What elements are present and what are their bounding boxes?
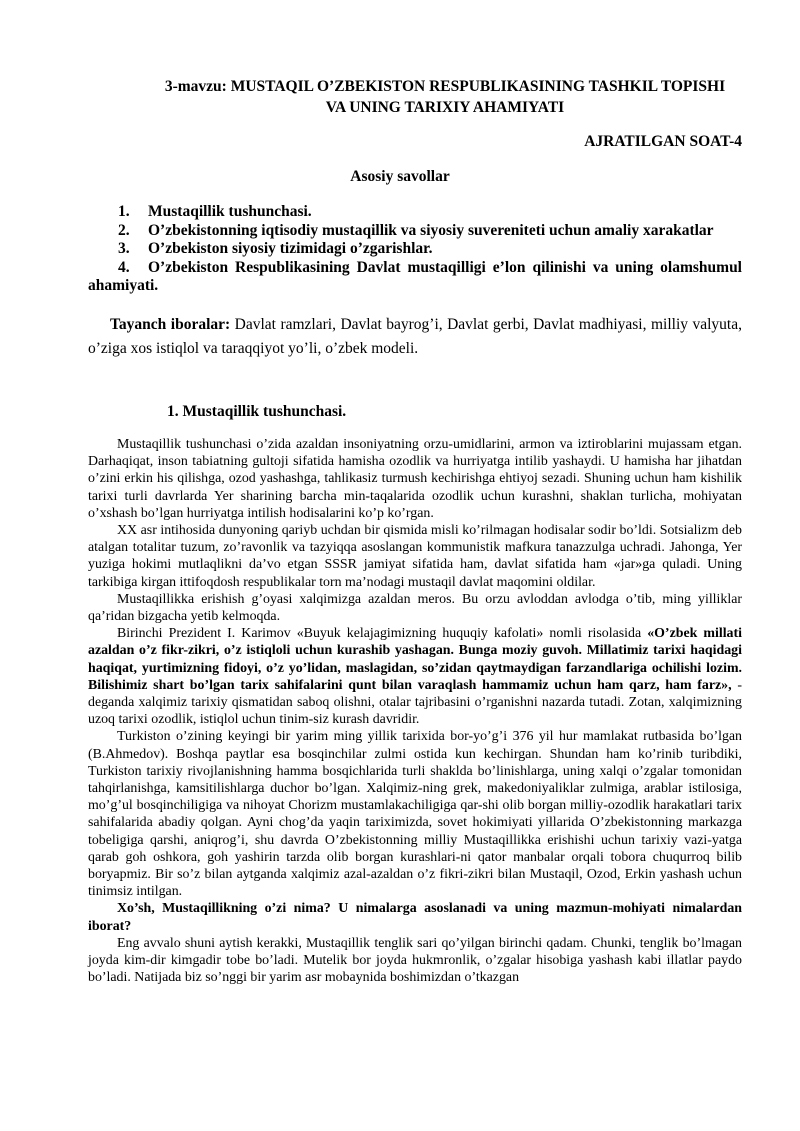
list-item-text: Mustaqillik tushunchasi. <box>148 203 312 220</box>
list-item <box>88 222 742 241</box>
keywords-text: Davlat ramzlari, Davlat bayrog’i, Davlat gerbi, Davlat madhiyasi, milliy valyuta, o’ziga xos istiqlol va taraqqiyot yo’li, o’zbek modeli. <box>88 316 742 357</box>
keywords-paragraph <box>88 313 742 361</box>
list-item-text: O’zbekistonning iqtisodiy mustaqillik va siyosiy suvereniteti uchun amaliy xarakatlar <box>148 221 714 239</box>
paragraph: Eng avvalo shuni aytish kerakki, Mustaqillik tenglik sari qo’yilgan birinchi qadam. Chunki, tenglik bo’lmagan joyda kim-dir kimgadir tobe bo’ladi. Mutelik bor joyda hukmronlik, o’zgalar hisobiga yashash kabi illatlar paydo bo’ladi. Natijada biz so’nggi bir yarim asr mobaynida boshimizdan o’tkazgan <box>88 935 742 986</box>
question-paragraph <box>88 900 742 934</box>
list-item <box>88 259 742 296</box>
allocated-hours: AJRATILGAN SOAT-4 <box>584 133 742 150</box>
questions-list <box>88 203 742 296</box>
paragraph <box>88 625 742 728</box>
title-line-1: 3-mavzu: MUSTAQIL O’ZBEKISTON RESPUBLIKASINING TASHKIL TOPISHI <box>164 78 726 95</box>
paragraph: Turkiston o’zining keyingi bir yarim ming yillik tarixida bor-yo’g’i 376 yil hur mamlakat rutbasida bo’lgan (B.Ahmedov). Boshqa paytlar esa bosqinchilar zulmi ostida kun kechirgan. Shundan ham ko’rinib turibdiki, Turkiston tarixiy rivojlanishning hamma bosqichlarida turli shaklda bo’linishlarga, uning xalqi o’zgalar tomonidan tahqirlanishga, kamsitilishlarga duchor bo’lgan. Xalqimiz-ning grek, makedoniyaliklar zulmiga, arablar istilosiga, mo’g’ul bosqinchiligiga va nihoyat Chorizm mustamlakachiligiga qar-shi olib borgan milliy-ozodlik harakatlari tarix sahifalarida abadiy qolgan. Ayni chog’da yaqin tariximizda, sovet hokimiyati yillarida O’zbekistonning markazga tobeligiga qarshi, aniqrog’i, shu davrda O’zbekistonning milliy Mustaqillikka erishishi uchun tarixiy vazi-yatga qarab goh oshkora, goh yashirin tarzda olib borgan kurashlari-ni qator manbalar orqali tobora chuqurroq bilib boryapmiz. Bir so’z bilan aytganda xalqimiz azal-azaldan o’z fikri-zikri bilan Mustaqil, Ozod, Erkin yashash uchun tinimsiz intilgan. <box>88 729 742 900</box>
list-item-text: O’zbekiston siyosiy tizimidagi o’zgarishlar. <box>148 240 433 257</box>
question-text: Xo’sh, Mustaqillikning o’zi nima? U nimalarga asoslanadi va uning mazmun-mohiyati nimalardan iborat? <box>88 901 742 934</box>
quote-text: «O’zbek millati azaldan o’z fikr-zikri, o’z istiqloli uchun kurashib yashagan. Bunga moziy guvoh. Millatimiz tarixi haqidagi haqiqat, yurtimizning fidoyi, o’z yo’lidan, maslagidan, so’zidan qaytmaydigan farzandlariga ochilishi lozim. Bilishimiz shart bo’lgan tarix sahifalarini qunt bilan varaqlash hammamiz uchun ham qarz, ham farz», <box>88 626 742 693</box>
list-item-number: 3. <box>118 240 130 257</box>
list-item-number: 4. <box>118 258 130 276</box>
keywords-label: Tayanch iboralar: <box>110 316 231 333</box>
paragraph-text: Birinchi Prezident I. Karimov «Buyuk kelajagimizning huquqiy kafolati» nomli risolasida <box>117 626 648 642</box>
document-title <box>100 76 790 118</box>
list-item <box>88 203 742 222</box>
paragraph: Mustaqillik tushunchasi o’zida azaldan insoniyatning orzu-umidlarini, armon va iztiroblarini mujassam etgan. Darhaqiqat, inson tabiatning gultoji sifatida hamisha ozodlik va hurriyatga intilib yashaydi. U hamisha har jihatdan o’zini erkin his qilishga, ozod yashashga, tahlikasiz turmush kechirishga ehtiyoj sezadi. Shuning uchun ham kishilik tarixi turli davrlarda Yer sharining barcha min-taqalarida ozodlik uchun kurashni, shaklan turlicha, mohiyatan o’xshash bo’lgan hurriyatga intilish hodisalarini ko’p ko’rgan. <box>88 437 742 521</box>
list-item-text: O’zbekiston Respublikasining Davlat mustaqilligi e’lon qilinishi va uning olamshumul ahamiyati. <box>88 258 742 294</box>
paragraph: XX asr intihosida dunyoning qariyb uchdan bir qismida misli ko’rilmagan hodisalar sodir bo’ldi. Sotsializm deb atalgan totalitar tuzum, zo’ravonlik va tazyiqqa asoslangan kommunistik mafkura tanazzulga uchradi. Jahonga, Yer yuziga hokimi mutlaqlikni da’vo etgan SSSR jamiyat sifatida ham, davlat sifatida ham «jar»ga quladi. Uning tarkibiga kirgan ittifoqdosh respublikalar torn ma’nodagi mustaqil davlat maqomini oldilar. <box>88 523 742 590</box>
title-line-2: VA UNING TARIXIY AHAMIYATI <box>325 99 565 116</box>
list-item-number: 2. <box>118 221 130 239</box>
section-title: 1. Mustaqillik tushunchasi. <box>167 403 347 420</box>
paragraph-text: - deganda xalqimiz tarixiy qismatidan saboq olishni, otalar tajribasini o’rganishni nazarda tutadi. Zotan, xalqimizning uzoq tarixi ozodlik, istiqlol uchun tinim-siz kurash davridir. <box>88 677 742 728</box>
questions-heading: Asosiy savollar <box>350 168 450 185</box>
paragraph: Mustaqillikka erishish g’oyasi xalqimizga azaldan meros. Bu orzu avloddan avlodga o’tib, ming yilliklar qa’ridan bizgacha yetib kelmoqda. <box>88 591 742 625</box>
list-item <box>88 240 742 259</box>
list-item-number: 1. <box>118 203 130 220</box>
body-text <box>88 436 742 987</box>
